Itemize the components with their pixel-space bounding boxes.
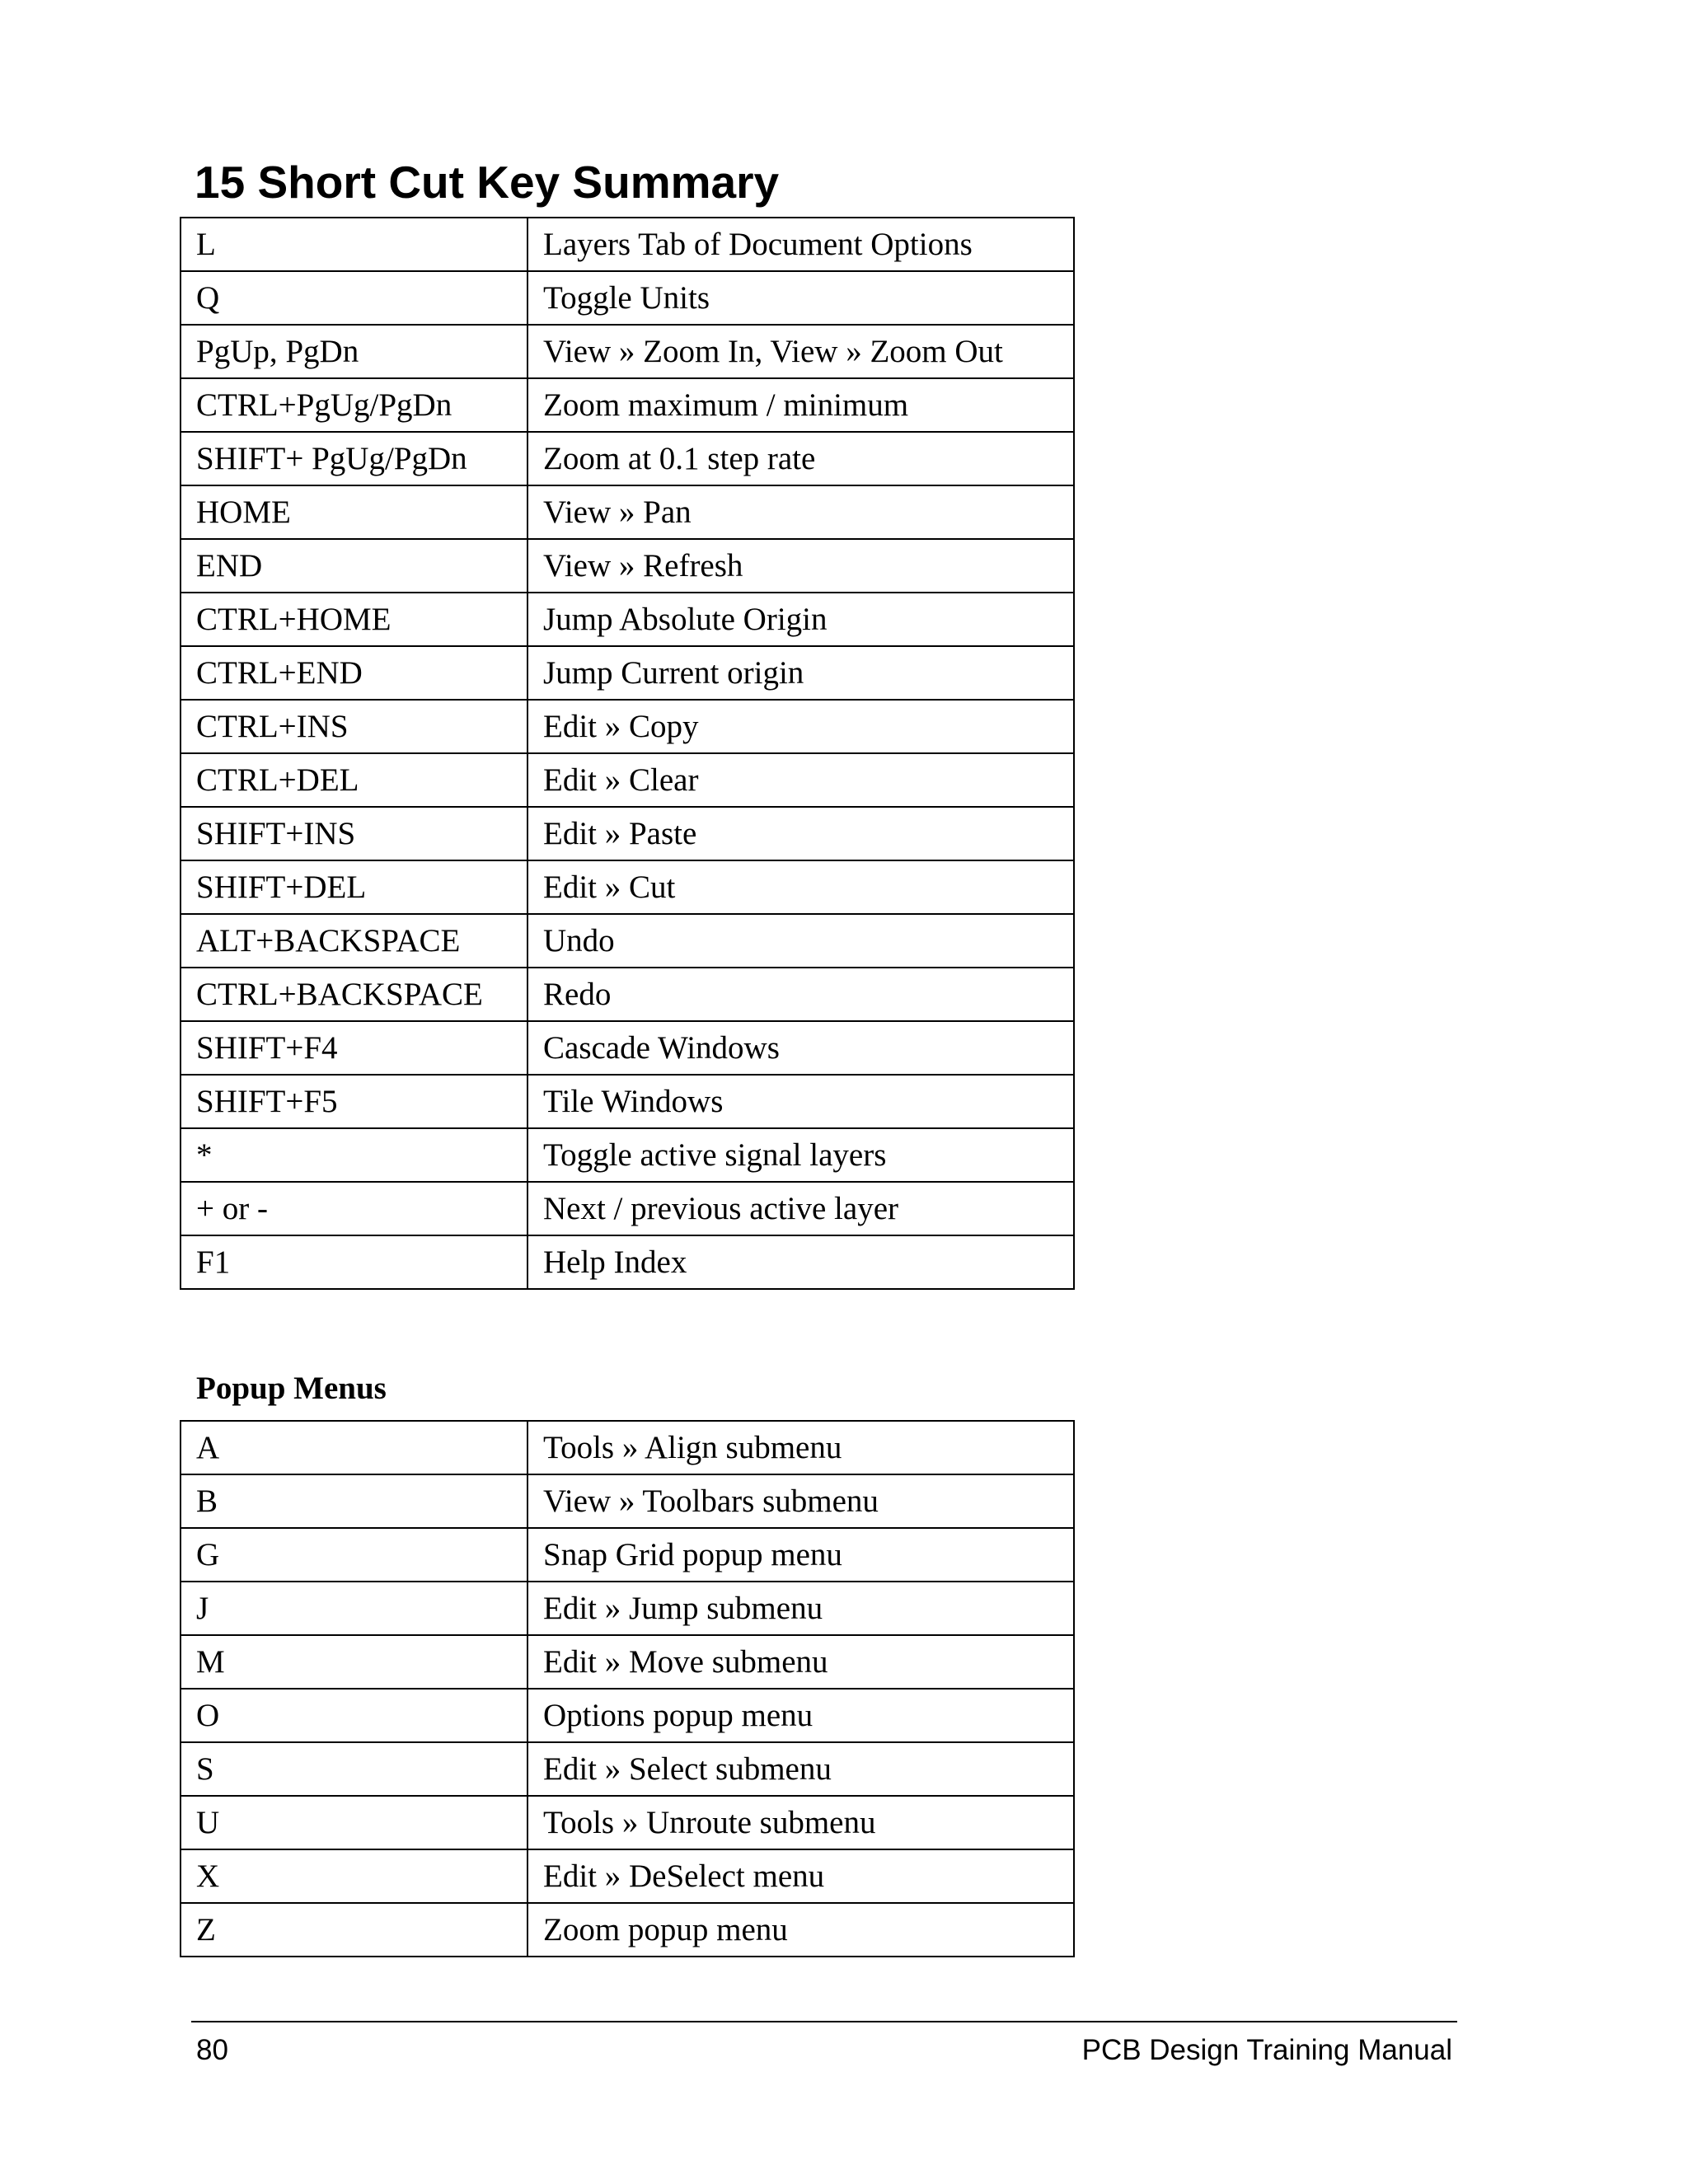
- shortcut-key: CTRL+DEL: [181, 753, 528, 807]
- table-row: [181, 1528, 1074, 1582]
- shortcut-action: Edit » Clear: [528, 753, 1074, 807]
- shortcut-key: *: [181, 1128, 528, 1182]
- shortcut-table: [180, 217, 1075, 1290]
- shortcut-key: + or -: [181, 1182, 528, 1235]
- shortcut-key: A: [181, 1421, 528, 1474]
- shortcut-action: Jump Current origin: [528, 646, 1074, 700]
- shortcut-key: J: [181, 1582, 528, 1635]
- shortcut-key: M: [181, 1635, 528, 1689]
- table-row: [181, 218, 1074, 271]
- shortcut-action: Options popup menu: [528, 1689, 1074, 1742]
- shortcut-key: L: [181, 218, 528, 271]
- shortcut-action: Tools » Align submenu: [528, 1421, 1074, 1474]
- shortcut-key: HOME: [181, 485, 528, 539]
- shortcut-action: Help Index: [528, 1235, 1074, 1289]
- table-row: [181, 271, 1074, 325]
- table-row: [181, 485, 1074, 539]
- shortcut-action: Zoom at 0.1 step rate: [528, 432, 1074, 485]
- shortcut-action: Zoom maximum / minimum: [528, 378, 1074, 432]
- table-row: [181, 1235, 1074, 1289]
- shortcut-action: Zoom popup menu: [528, 1903, 1074, 1957]
- table-row: [181, 432, 1074, 485]
- shortcut-key: SHIFT+F4: [181, 1021, 528, 1075]
- table-row: [181, 753, 1074, 807]
- popup-shortcut-table-body: [181, 1421, 1074, 1957]
- shortcut-key: B: [181, 1474, 528, 1528]
- shortcut-key: ALT+BACKSPACE: [181, 914, 528, 968]
- table-row: [181, 1849, 1074, 1903]
- shortcut-action: Edit » Paste: [528, 807, 1074, 860]
- shortcut-key: SHIFT+DEL: [181, 860, 528, 914]
- shortcut-key: SHIFT+INS: [181, 807, 528, 860]
- table-row: [181, 1796, 1074, 1849]
- table-row: [181, 700, 1074, 753]
- table-row: [181, 968, 1074, 1021]
- shortcut-key: O: [181, 1689, 528, 1742]
- shortcut-key: CTRL+BACKSPACE: [181, 968, 528, 1021]
- shortcut-key: G: [181, 1528, 528, 1582]
- shortcut-key: CTRL+INS: [181, 700, 528, 753]
- table-row: [181, 1182, 1074, 1235]
- table-row: [181, 1582, 1074, 1635]
- shortcut-action: Toggle active signal layers: [528, 1128, 1074, 1182]
- shortcut-action: Next / previous active layer: [528, 1182, 1074, 1235]
- shortcut-action: View » Refresh: [528, 539, 1074, 593]
- shortcut-key: PgUp, PgDn: [181, 325, 528, 378]
- shortcut-key: U: [181, 1796, 528, 1849]
- shortcut-action: Undo: [528, 914, 1074, 968]
- shortcut-action: Snap Grid popup menu: [528, 1528, 1074, 1582]
- shortcut-action: Edit » DeSelect menu: [528, 1849, 1074, 1903]
- shortcut-action: Redo: [528, 968, 1074, 1021]
- shortcut-key: CTRL+END: [181, 646, 528, 700]
- shortcut-key: X: [181, 1849, 528, 1903]
- shortcut-key: END: [181, 539, 528, 593]
- table-row: [181, 1075, 1074, 1128]
- shortcut-action: View » Toolbars submenu: [528, 1474, 1074, 1528]
- table-row: [181, 539, 1074, 593]
- manual-title: PCB Design Training Manual: [1081, 2034, 1452, 2066]
- table-row: [181, 860, 1074, 914]
- shortcut-action: Edit » Move submenu: [528, 1635, 1074, 1689]
- table-row: [181, 1021, 1074, 1075]
- table-row: [181, 1421, 1074, 1474]
- shortcut-action: Tile Windows: [528, 1075, 1074, 1128]
- table-row: [181, 325, 1074, 378]
- shortcut-action: Cascade Windows: [528, 1021, 1074, 1075]
- shortcut-action: Edit » Jump submenu: [528, 1582, 1074, 1635]
- shortcut-table-body: [181, 218, 1074, 1289]
- shortcut-key: F1: [181, 1235, 528, 1289]
- table-row: [181, 1128, 1074, 1182]
- shortcut-action: Edit » Select submenu: [528, 1742, 1074, 1796]
- shortcut-action: View » Zoom In, View » Zoom Out: [528, 325, 1074, 378]
- page-number: 80: [196, 2034, 228, 2066]
- popup-menus-heading: Popup Menus: [196, 1371, 387, 1406]
- shortcut-key: SHIFT+F5: [181, 1075, 528, 1128]
- shortcut-key: S: [181, 1742, 528, 1796]
- table-row: [181, 1635, 1074, 1689]
- table-row: [181, 646, 1074, 700]
- shortcut-key: SHIFT+ PgUg/PgDn: [181, 432, 528, 485]
- shortcut-key: CTRL+PgUg/PgDn: [181, 378, 528, 432]
- shortcut-action: Toggle Units: [528, 271, 1074, 325]
- shortcut-action: View » Pan: [528, 485, 1074, 539]
- footer-divider: [191, 2021, 1457, 2022]
- shortcut-key: CTRL+HOME: [181, 593, 528, 646]
- table-row: [181, 1742, 1074, 1796]
- table-row: [181, 1474, 1074, 1528]
- shortcut-action: Tools » Unroute submenu: [528, 1796, 1074, 1849]
- table-row: [181, 593, 1074, 646]
- shortcut-key: Q: [181, 271, 528, 325]
- shortcut-action: Layers Tab of Document Options: [528, 218, 1074, 271]
- shortcut-action: Edit » Cut: [528, 860, 1074, 914]
- shortcut-key: Z: [181, 1903, 528, 1957]
- table-row: [181, 1903, 1074, 1957]
- table-row: [181, 378, 1074, 432]
- shortcut-action: Jump Absolute Origin: [528, 593, 1074, 646]
- popup-shortcut-table: [180, 1420, 1075, 1957]
- table-row: [181, 807, 1074, 860]
- shortcut-action: Edit » Copy: [528, 700, 1074, 753]
- table-row: [181, 914, 1074, 968]
- table-row: [181, 1689, 1074, 1742]
- page-title: 15 Short Cut Key Summary: [195, 157, 780, 208]
